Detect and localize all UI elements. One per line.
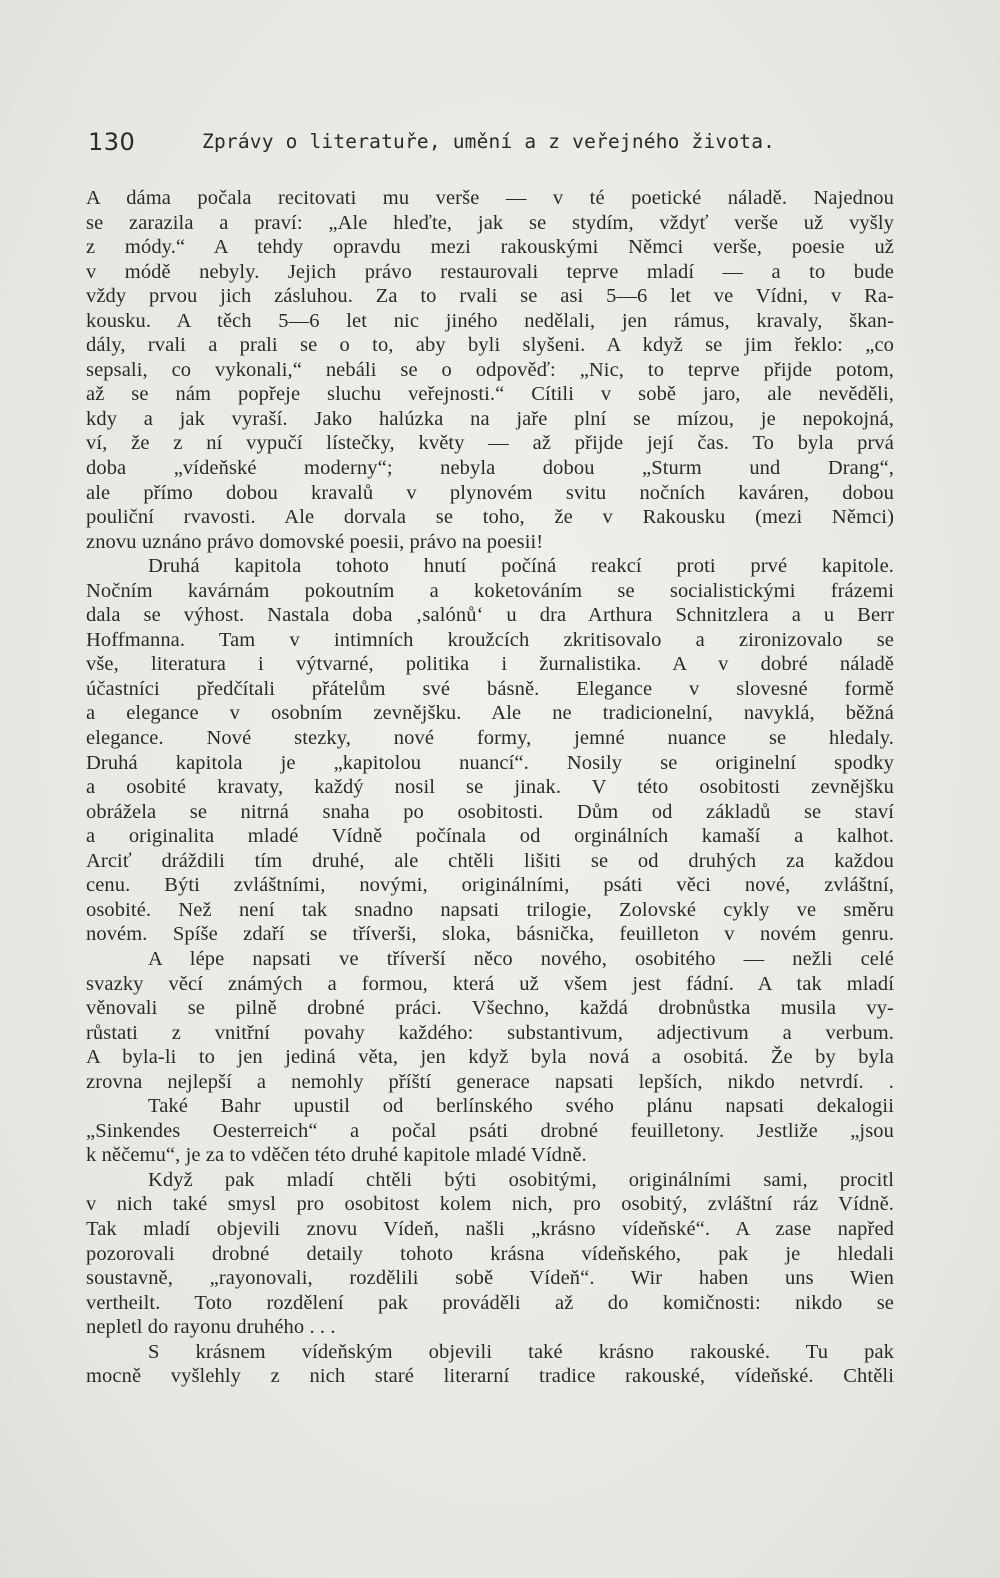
- text-line: cenu. Býti zvláštními, novými, originálními, psáti věci nové, zvláštní,: [86, 874, 894, 897]
- text-line: až se nám popřeje sluchu veřejnosti.“ Cítili v sobě jaro, ale nevěděli,: [86, 383, 894, 406]
- text-line: ví, že z ní vypučí lístečky, květy — až přijde její čas. To byla prvá: [86, 432, 894, 455]
- text-line: pozorovali drobné detaily tohoto krásna vídeňského, pak je hledali: [86, 1242, 894, 1265]
- text-line: sepsali, co vykonali,“ nebáli se o odpověď: „Nic, to teprve přijde potom,: [86, 358, 894, 381]
- text-line: v módě nebyly. Jejich právo restaurovali teprve mladí — a to bude: [86, 260, 894, 283]
- text-line: A lépe napsati ve tříverší něco nového, osobitého — nežli celé: [148, 947, 894, 970]
- text-line: Arciť dráždili tím druhé, ale chtěli lišiti se od druhých za každou: [86, 849, 894, 872]
- text-line: obrážela se nitrná snaha po osobitosti. Dům od základů se staví: [86, 800, 894, 823]
- text-line: soustavně, „rayonovali, rozdělili sobě Vídeň“. Wir haben uns Wien: [86, 1267, 894, 1290]
- text-line: a osobité kravaty, každý nosil se jinak. V této osobitosti zevnějšku: [86, 776, 894, 799]
- text-line: novém. Spíše zdaří se tříverši, sloka, básnička, feuilleton v novém genru.: [86, 923, 894, 946]
- text-line: a elegance v osobním zevnějšku. Ale ne tradicionelní, navyklá, běžná: [86, 702, 894, 725]
- text-line: účastníci předčítali přátelům své básně. Elegance v slovesné formě: [86, 677, 894, 700]
- text-line: Tak mladí objevili znovu Vídeň, našli „krásno vídeňské“. A zase napřed: [86, 1217, 894, 1240]
- text-line: v nich také smysl pro osobitost kolem nich, pro osobitý, zvláštní ráz Vídně.: [86, 1193, 894, 1216]
- running-head: [88, 124, 908, 158]
- text-line: ale přímo dobou kravalů v plynovém svitu nočních kaváren, dobou: [86, 481, 894, 504]
- text-line: Také Bahr upustil od berlínského svého plánu napsati dekalogii: [148, 1095, 894, 1118]
- text-line: nepletl do rayonu druhého . . .: [86, 1316, 336, 1339]
- text-line: věnovali se pilně drobné práci. Všechno, každá drobnůstka musila vy-: [86, 997, 894, 1020]
- text-line: vše, literatura i výtvarné, politika i žurnalistika. A v dobré náladě: [86, 653, 894, 676]
- text-line: vertheilt. Toto rozdělení pak prováděli až do komičnosti: nikdo se: [86, 1291, 894, 1314]
- text-line: A dáma počala recitovati mu verše — v té poetické náladě. Najednou: [86, 187, 894, 209]
- body-text: [86, 186, 894, 1389]
- running-title: Zprávy o literatuře, umění a z veřejného života.: [202, 130, 776, 153]
- text-line: kdy a jak vyraší. Jako halúzka na jaře plní se mízou, je nepokojná,: [86, 407, 894, 430]
- text-line: A byla-li to jen jediná věta, jen když byla nová a osobitá. Že by byla: [86, 1046, 894, 1069]
- text-line: kousku. A těch 5—6 let nic jiného nedělali, jen rámus, kravaly, škan-: [86, 309, 894, 332]
- text-line: „Sinkendes Oesterreich“ a počal psáti drobné feuilletony. Jestliže „jsou: [86, 1119, 894, 1142]
- text-line: a originalita mladé Vídně počínala od orginálních kamaší a kalhot.: [86, 825, 894, 848]
- text-line: k něčemu“, je za to vděčen této druhé kapitole mladé Vídně.: [86, 1144, 587, 1167]
- text-line: doba „vídeňské moderny“; nebyla dobou „Sturm und Drang“,: [86, 457, 894, 480]
- text-line: z módy.“ A tehdy opravdu mezi rakouskými Němci verše, poesie už: [86, 236, 894, 259]
- text-line: mocně vyšlehly z nich staré literarní tradice rakouské, vídeňské. Chtěli: [86, 1365, 894, 1388]
- page-number: 130: [88, 128, 136, 156]
- text-line: vždy prvou jich zásluhou. Za to rvali se asi 5—6 let ve Vídni, v Ra-: [86, 285, 894, 308]
- text-line: elegance. Nové stezky, nové formy, jemné nuance se hledaly.: [86, 727, 894, 750]
- text-line: dala se výhost. Nastala doba ‚salónů‘ u dra Arthura Schnitzlera a u Berr: [86, 604, 894, 627]
- text-line: pouliční rvavosti. Ale dorvala se toho, že v Rakousku (mezi Němci): [86, 506, 894, 529]
- text-line: se zarazila a praví: „Ale hleďte, jak se stydím, vždyť verše už vyšly: [86, 211, 894, 234]
- text-line: dály, rvali a prali se o to, aby byli slyšeni. A když se jim řeklo: „co: [86, 334, 894, 357]
- text-line: osobité. Než není tak snadno napsati trilogie, Zolovské cykly ve směru: [86, 898, 894, 921]
- text-line: Druhá kapitola je „kapitolou nuancí“. Nosily se originelní spodky: [86, 751, 894, 774]
- text-line: S krásnem vídeňským objevili také krásno rakouské. Tu pak: [148, 1340, 894, 1363]
- text-line: zrovna nejlepší a nemohly příští generace napsati lepších, nikdo netvrdí. .: [86, 1070, 894, 1093]
- text-line: Druhá kapitola tohoto hnutí počíná reakcí proti prvé kapitole.: [148, 555, 894, 578]
- text-line: Hoffmanna. Tam v intimních kroužcích zkritisovalo a zironizovalo se: [86, 628, 894, 651]
- text-line: Nočním kavárnám pokoutním a koketováním se socialistickými frázemi: [86, 579, 894, 602]
- text-line: svazky věcí známých a formou, která už všem jest fádní. A tak mladí: [86, 972, 894, 995]
- text-line: znovu uznáno právo domovské poesii, právo na poesii!: [86, 530, 544, 553]
- text-line: Když pak mladí chtěli býti osobitými, originálními sami, procitl: [148, 1168, 894, 1191]
- text-line: růstati z vnitřní povahy každého: substantivum, adjectivum a verbum.: [86, 1021, 894, 1044]
